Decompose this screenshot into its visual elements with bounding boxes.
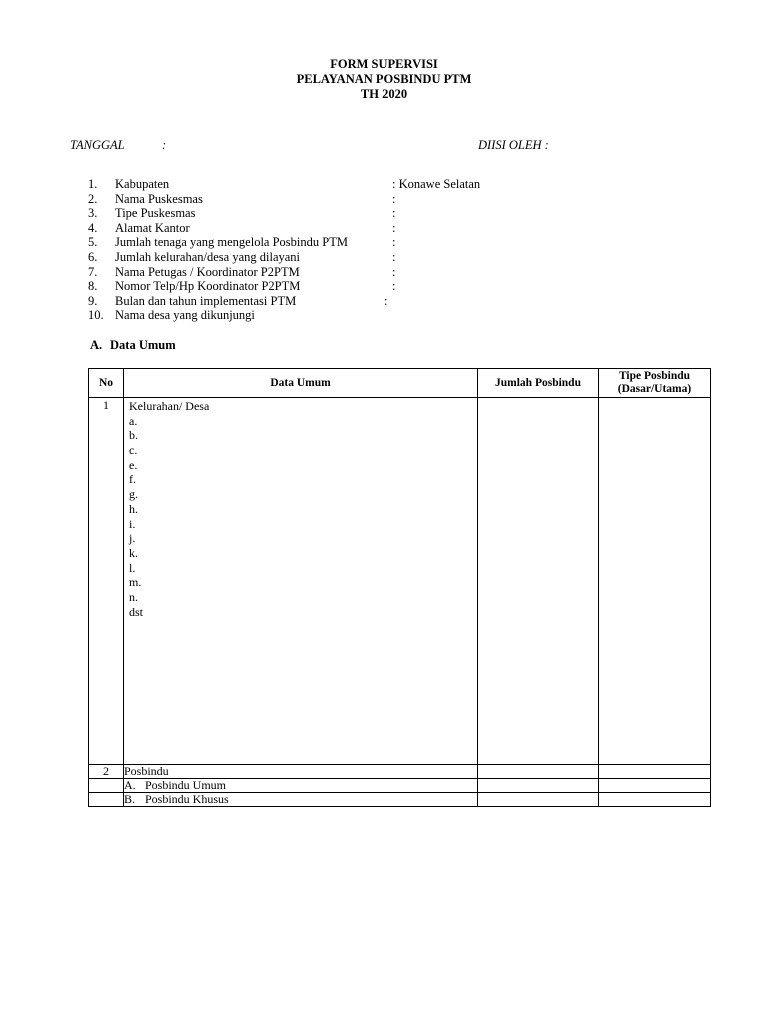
list-item: c. (129, 443, 138, 458)
posbindu-umum-cell (124, 779, 478, 793)
item-label: Alamat Kantor (115, 220, 190, 235)
item-label: Jumlah kelurahan/desa yang dilayani (115, 249, 301, 264)
item-value: : Konawe Selatan (392, 177, 481, 191)
item-value: : (392, 206, 396, 221)
row-number: 1 (89, 398, 124, 765)
item-value: : (392, 191, 396, 206)
item-number: 9. (88, 293, 98, 308)
list-item: i. (129, 516, 136, 531)
row-number: 2 (89, 765, 124, 779)
jumlah-posbindu-cell[interactable] (478, 793, 599, 807)
list-item: a. (129, 413, 138, 428)
list-item: k. (129, 545, 138, 560)
sub-label: Posbindu Khusus (145, 792, 229, 806)
tipe-posbindu-cell[interactable] (599, 765, 711, 779)
item-label: Nama Petugas / Koordinator P2PTM (115, 264, 300, 279)
header-tipe-posbindu (599, 369, 711, 398)
item-value: : (392, 220, 396, 235)
item-number: 10. (88, 308, 104, 323)
posbindu-label: Posbindu (124, 765, 478, 779)
item-value: : (392, 264, 396, 279)
list-item: m. (129, 575, 142, 590)
item-value: : (392, 249, 396, 264)
table-header-row (89, 369, 711, 398)
posbindu-khusus-cell (124, 793, 478, 807)
item-number: 2. (88, 191, 98, 206)
list-item: l. (129, 560, 136, 575)
tanggal-colon: : (162, 138, 167, 152)
form-year: TH 2020 (360, 87, 408, 101)
item-label: Kabupaten (115, 177, 170, 191)
list-item: n. (129, 589, 138, 604)
list-item: e. (129, 457, 138, 472)
sub-letter: A. (124, 778, 136, 792)
section-title: Data Umum (110, 338, 176, 352)
list-item: b. (129, 428, 138, 443)
section-letter: A. (90, 338, 103, 352)
list-item: dst (129, 604, 144, 619)
header-tipe-line2: (Dasar/Utama) (617, 383, 692, 395)
list-item (0, 294, 768, 309)
header-jumlah-posbindu: Jumlah Posbindu (478, 369, 599, 398)
identity-list (0, 177, 768, 323)
item-label: Nama desa yang dikunjungi (115, 308, 255, 323)
diisi-oleh-label: DIISI OLEH : (478, 138, 549, 152)
kelurahan-cell[interactable] (124, 398, 478, 765)
list-item (0, 250, 768, 265)
item-number: 5. (88, 235, 98, 250)
sub-letter: B. (124, 792, 136, 806)
tanggal-label: TANGGAL (70, 138, 125, 152)
item-label: Tipe Puskesmas (115, 206, 196, 221)
list-item (0, 235, 768, 250)
table-row (89, 793, 711, 807)
section-heading (90, 338, 176, 353)
item-value: : (384, 293, 388, 308)
jumlah-posbindu-cell[interactable] (478, 398, 599, 765)
table-row (89, 765, 711, 779)
item-label: Nomor Telp/Hp Koordinator P2PTM (115, 279, 301, 294)
header-data-umum: Data Umum (124, 369, 478, 398)
empty-cell (89, 779, 124, 793)
jumlah-posbindu-cell[interactable] (478, 779, 599, 793)
list-item (0, 206, 768, 221)
form-subtitle: PELAYANAN POSBINDU PTM (296, 72, 472, 86)
item-label: Bulan dan tahun implementasi PTM (115, 293, 297, 308)
item-number: 8. (88, 279, 98, 294)
table-row (89, 398, 711, 765)
item-label: Jumlah tenaga yang mengelola Posbindu PTM (115, 235, 348, 250)
list-item: f. (129, 472, 136, 487)
list-item (0, 221, 768, 236)
item-number: 1. (88, 177, 98, 191)
tipe-posbindu-cell[interactable] (599, 793, 711, 807)
kelurahan-label: Kelurahan/ Desa (129, 399, 210, 413)
list-item (0, 177, 768, 192)
tipe-posbindu-cell[interactable] (599, 398, 711, 765)
item-label: Nama Puskesmas (115, 191, 203, 206)
form-title: FORM SUPERVISI (330, 57, 438, 71)
list-item: h. (129, 501, 138, 516)
list-item: j. (129, 531, 136, 546)
list-item (0, 279, 768, 294)
tipe-posbindu-cell[interactable] (599, 779, 711, 793)
empty-cell (89, 793, 124, 807)
item-value: : (392, 235, 396, 250)
list-item (0, 265, 768, 280)
item-number: 3. (88, 206, 98, 221)
header-tipe-line1: Tipe Posbindu (618, 370, 691, 382)
item-number: 7. (88, 264, 98, 279)
item-number: 4. (88, 220, 98, 235)
table-row (89, 779, 711, 793)
jumlah-posbindu-cell[interactable] (478, 765, 599, 779)
item-number: 6. (88, 249, 98, 264)
list-item (0, 192, 768, 207)
header-no: No (89, 369, 124, 398)
list-item: g. (129, 487, 138, 502)
list-item (0, 308, 768, 323)
tanggal-field (70, 138, 167, 153)
sub-label: Posbindu Umum (145, 778, 227, 792)
item-value: : (392, 279, 396, 294)
data-umum-table (88, 368, 711, 807)
